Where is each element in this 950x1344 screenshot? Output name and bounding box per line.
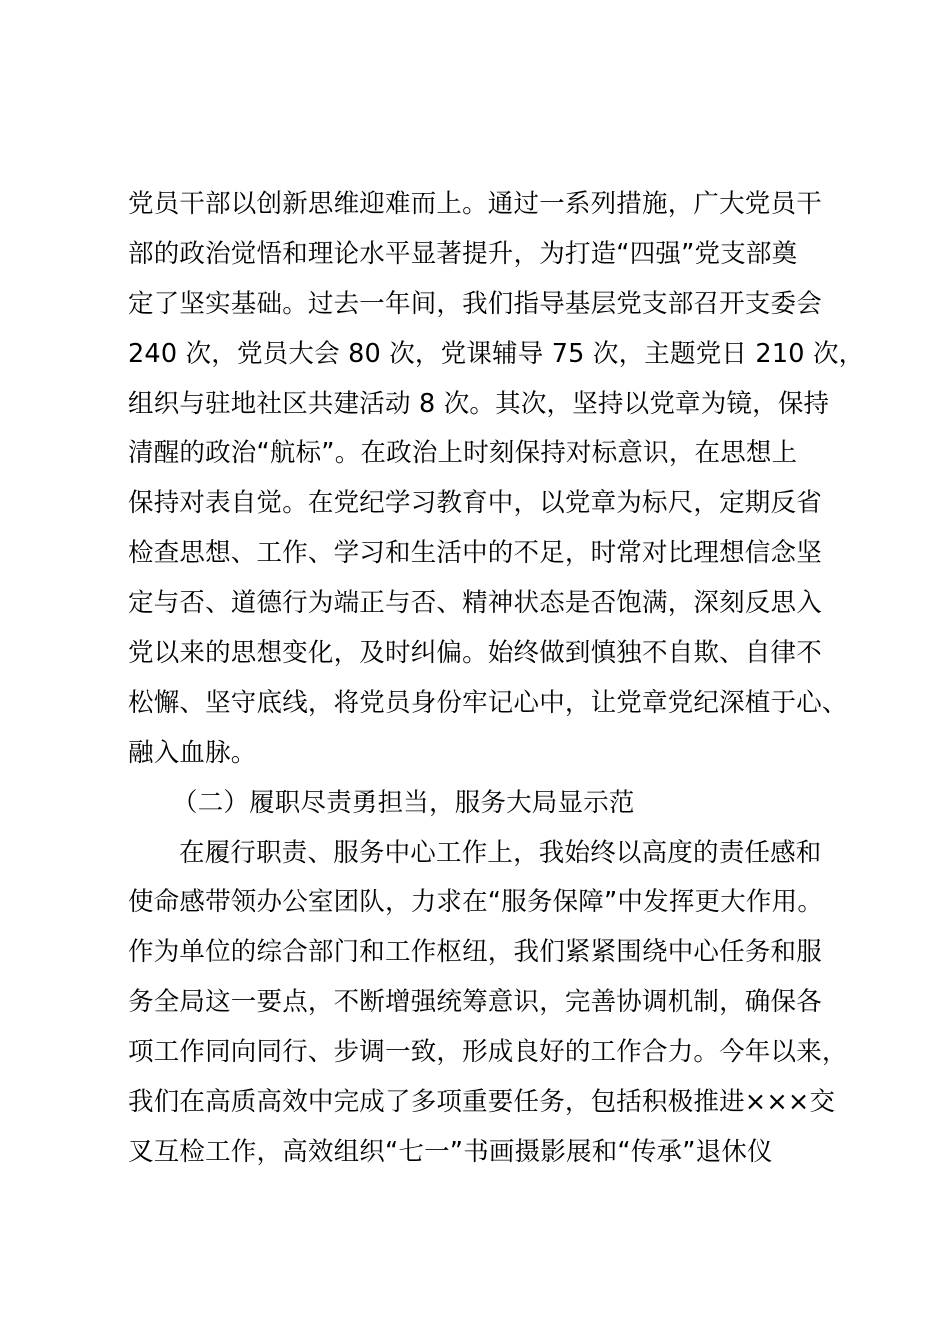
text-line: 组织与驻地社区共建活动 8 次。其次，坚持以党章为镜，保持 [128, 388, 830, 419]
text-line: 检查思想、工作、学习和生活中的不足，时常对比理想信念坚 [128, 538, 822, 569]
text-line: 定与否、道德行为端正与否、精神状态是否饱满，深刻反思入 [128, 588, 822, 619]
text-line: 融入血脉。 [128, 737, 257, 768]
text-line: 清醒的政治“航标”。在政治上时刻保持对标意识，在思想上 [128, 438, 798, 469]
text-line: 作为单位的综合部门和工作枢纽，我们紧紧围绕中心任务和服 [128, 937, 822, 968]
text-line: 部的政治觉悟和理论水平显著提升，为打造“四强”党支部奠 [128, 238, 798, 269]
paragraph-first-line: 在履行职责、服务中心工作上，我始终以高度的责任感和 [179, 837, 822, 868]
text-line: 务全局这一要点，不断增强统筹意识，完善协调机制，确保各 [128, 987, 822, 1018]
text-line: 党员干部以创新思维迎难而上。通过一系列措施，广大党员干 [128, 189, 822, 219]
text-line: 叉互检工作，高效组织“七一”书画摄影展和“传承”退休仪 [128, 1136, 773, 1167]
text-line: 使命感带领办公室团队，力求在“服务保障”中发挥更大作用。 [128, 887, 824, 918]
text-line: 松懈、坚守底线，将党员身份牢记心中，让党章党纪深植于心、 [128, 687, 848, 718]
section-heading: （二）履职尽责勇担当，服务大局显示范 [172, 787, 635, 818]
text-line: 240 次，党员大会 80 次，党课辅导 75 次，主题党日 210 次， [128, 338, 865, 369]
text-line: 项工作同向同行、步调一致，形成良好的工作合力。今年以来， [128, 1037, 848, 1068]
text-line: 定了坚实基础。过去一年间，我们指导基层党支部召开支委会 [128, 288, 822, 319]
document-body [128, 180, 865, 1178]
text-line: 我们在高质高效中完成了多项重要任务，包括积极推进×××交 [128, 1087, 836, 1118]
text-line: 保持对表自觉。在党纪学习教育中，以党章为标尺，定期反省 [128, 488, 822, 519]
text-line: 党以来的思想变化，及时纠偏。始终做到慎独不自欺、自律不 [128, 638, 822, 669]
